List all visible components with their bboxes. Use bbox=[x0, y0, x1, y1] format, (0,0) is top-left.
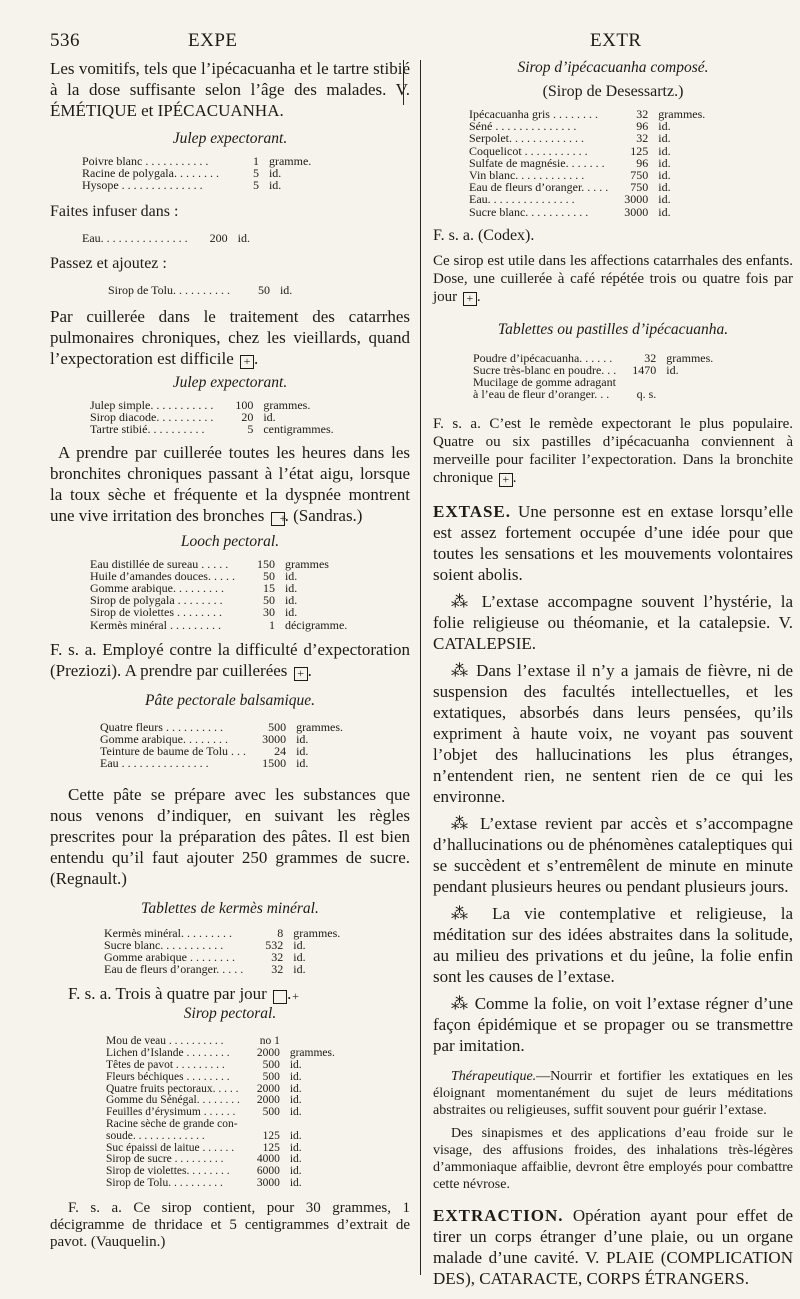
page-number: 536 bbox=[50, 30, 80, 51]
recipe-note: F. s. a. Trois à quatre par jour +. bbox=[68, 984, 299, 1004]
recipe-title: Looch pectoral. bbox=[180, 532, 280, 550]
recipe-title: Pâte pectorale balsamique. bbox=[144, 691, 316, 709]
ingredient-qty: 1 bbox=[268, 617, 275, 632]
ingredient-qty: 125 bbox=[262, 1141, 280, 1154]
ingredient-name: Kermès minéral. . . . . . . . . bbox=[104, 925, 232, 940]
ingredient-qty: 532 bbox=[265, 937, 284, 952]
entry-extase bbox=[433, 501, 793, 585]
recipe-row bbox=[82, 179, 311, 191]
ingredient-name: à l’eau de fleur d’oranger. . . bbox=[473, 387, 610, 402]
ingredient-qty: 8 bbox=[277, 925, 284, 940]
ingredient-qty: 3000 bbox=[624, 192, 649, 207]
ingredient-qty: 2000 bbox=[256, 1047, 280, 1060]
ingredient-unit: grammes. bbox=[293, 925, 341, 940]
recipe-table bbox=[108, 284, 292, 296]
ingredient-unit: id. bbox=[284, 593, 298, 608]
ingredient-unit: grammes. bbox=[289, 1047, 335, 1060]
ingredient-qty: 125 bbox=[630, 143, 649, 158]
ingredient-unit: id. bbox=[293, 962, 306, 977]
ingredient-unit: grammes. bbox=[296, 719, 344, 734]
recipe-table bbox=[90, 399, 334, 436]
ingredient-qty: 1 bbox=[252, 154, 259, 168]
ingredient-unit: id. bbox=[658, 192, 671, 207]
ingredient-name: Sirop diacode. . . . . . . . . . bbox=[90, 410, 214, 425]
ingredient-name: Huile d’amandes douces. . . . . bbox=[90, 568, 235, 583]
ingredient-qty: 20 bbox=[241, 410, 254, 425]
recipe-row bbox=[469, 132, 705, 144]
recipe-title: Tablettes de kermès minéral. bbox=[141, 899, 319, 917]
ingredient-name: Eau de fleurs d’oranger. . . . . bbox=[104, 962, 244, 977]
ingredient-unit: id. bbox=[658, 119, 671, 134]
recipe-note: Cette pâte se prépare avec les substances que nous venons d’indiquer, en suivant les règles prescrites pour la préparation des pâtes. Il est bien entendu qu’il faut ajouter 250 grammes de sucre. (Regnault.) bbox=[50, 784, 410, 888]
ingredient-name: Hysope . . . . . . . . . . . . . . bbox=[82, 178, 203, 193]
ingredient-unit: id. bbox=[289, 1177, 302, 1190]
ingredient-qty: 96 bbox=[636, 155, 649, 170]
entry-definition: Opération ayant pour effet de tirer un corps étranger d’une plaie, ou un organe malade d’une cavité. V. PLAIE (COMPLICATION DES), CATARACTE, CORPS ÉTRANGERS. bbox=[433, 1205, 793, 1288]
ingredient-unit bbox=[666, 376, 713, 388]
ingredient-unit: id. bbox=[284, 581, 298, 596]
ingredient-name: Gomme arabique. . . . . . . . bbox=[100, 732, 228, 747]
ingredient-name: Julep simple. . . . . . . . . . . bbox=[90, 398, 214, 413]
ingredient-qty: 3000 bbox=[262, 732, 287, 747]
ingredient-name: Sulfate de magnésie. . . . . . . bbox=[469, 155, 605, 170]
ingredient-name: Kermès minéral . . . . . . . . . bbox=[90, 617, 221, 632]
ingredient-name: Tartre stibié. . . . . . . . . . bbox=[90, 422, 205, 437]
note-text: Par cuillerée dans le traitement des catarrhes pulmonaires chroniques, chez les vieillards, quand l’expectoration est difficile bbox=[50, 307, 410, 369]
recipe-table bbox=[82, 155, 311, 192]
ingredient-qty: 500 bbox=[262, 1059, 280, 1072]
ingredient-name: Sirop de violettes . . . . . . . . bbox=[90, 605, 222, 620]
ingredient-qty: 50 bbox=[262, 593, 275, 608]
ingredient-qty: 5 bbox=[252, 166, 259, 181]
entry-definition: Une personne est en extase lorsqu’elle est assez fortement occupée d’une idée pour que toutes les sensations et les mouvements volontaires soient abolis. bbox=[433, 501, 793, 584]
recipe-row bbox=[469, 206, 705, 218]
recipe-title: Sirop d’ipécacuanha composé. bbox=[517, 59, 709, 76]
ingredient-qty: 150 bbox=[256, 556, 275, 571]
ingredient-qty: 32 bbox=[636, 131, 649, 146]
recipe-row bbox=[90, 558, 347, 570]
recipe-title: Sirop pectoral. bbox=[183, 1005, 277, 1023]
ingredient-unit: grammes. bbox=[666, 350, 714, 365]
recipe-row bbox=[469, 145, 705, 157]
recipe-row bbox=[106, 1072, 335, 1084]
ingredient-name: Sirop de polygala . . . . . . . . bbox=[90, 593, 223, 608]
ingredient-name: Gomme arabique . . . . . . . . bbox=[104, 950, 235, 965]
ingredient-unit: id. bbox=[284, 568, 298, 583]
ingredient-qty: 5 bbox=[252, 178, 259, 193]
ingredient-name: Coquelicot . . . . . . . . . . . bbox=[469, 143, 588, 158]
recipe-subtitle: (Sirop de Desessartz.) bbox=[542, 83, 684, 100]
intro-paragraph: Les vomitifs, tels que l’ipécacuanha et le tartre stibié à la dose suffisante selon l’âge des malades. V. ÉMÉTIQUE et IPÉCACUANHA. bbox=[50, 59, 410, 120]
ingredient-name: Eau distillée de sureau . . . . . bbox=[90, 556, 229, 571]
ingredient-unit: id. bbox=[658, 143, 671, 158]
ingredient-name: Teinture de baume de Tolu . . . bbox=[100, 744, 247, 759]
ingredient-name: Racine sèche de grande con- bbox=[106, 1118, 238, 1131]
ingredient-name: Poudre d’ipécacuanha. . . . . . bbox=[473, 350, 613, 365]
ingredient-name: Sucre très-blanc en poudre. . . bbox=[473, 363, 617, 378]
recipe-row bbox=[469, 193, 705, 205]
ingredient-qty: 500 bbox=[268, 719, 287, 734]
ingredient-unit: id. bbox=[289, 1094, 302, 1107]
ingredient-unit: id. bbox=[293, 950, 306, 965]
ingredient-unit: id. bbox=[289, 1082, 302, 1095]
ingredient-qty: 200 bbox=[209, 230, 228, 245]
ingredient-qty: 3000 bbox=[256, 1177, 280, 1190]
ingredient-unit: id. bbox=[296, 756, 309, 771]
ingredient-name: Têtes de pavot . . . . . . . . . bbox=[106, 1059, 225, 1072]
instruction: Faites infuser dans : bbox=[50, 202, 179, 220]
ingredient-unit: id. bbox=[237, 230, 250, 245]
note-text: F. s. a. Employé contre la difficulté d’expectoration (Preziozi). A prendre par cuillerées bbox=[50, 639, 410, 680]
recipe-row bbox=[82, 232, 250, 244]
ingredient-qty: 32 bbox=[271, 950, 284, 965]
recipe-row bbox=[90, 619, 347, 631]
recipe-table bbox=[100, 721, 343, 770]
recipe-table bbox=[90, 558, 347, 631]
ingredient-unit: décigramme. bbox=[284, 617, 348, 632]
recipe-note: Par cuillerée dans le traitement des catarrhes pulmonaires chroniques, chez les vieillards, quand l’expectoration est difficile + . bbox=[50, 307, 410, 369]
ingredient-qty: 15 bbox=[262, 581, 275, 596]
ingredient-unit: id. bbox=[268, 178, 282, 193]
recipe-table bbox=[469, 108, 705, 218]
ingredient-qty: 750 bbox=[630, 168, 649, 183]
paragraph: ⁂ La vie contemplative et religieuse, la méditation sur des idées abstraites dans la solitude, au milieu des privations et du jeûne, la folie enfin sont les causes de l’extase. bbox=[433, 903, 793, 986]
note-text: A prendre par cuillerée toutes les heures dans les bronchites chroniques passant à l’état aigu, lorsque la toux sèche et fréquente et la dyspnée montrent une vive irritation des bronches bbox=[50, 442, 410, 525]
ingredient-qty: 32 bbox=[636, 107, 649, 121]
note-text: Ce sirop est utile dans les affections catarrhales des enfants. Dose, une cuillerée à café répétée trois ou quatre fois par jour bbox=[433, 252, 793, 305]
ingredient-name: Eau . . . . . . . . . . . . . . . bbox=[100, 756, 209, 771]
ingredient-qty: 5 bbox=[247, 422, 254, 437]
recipe-table bbox=[82, 232, 250, 244]
ingredient-unit: grammes. bbox=[658, 107, 706, 121]
entry-heading: EXTASE. bbox=[433, 501, 512, 521]
ingredient-unit: gramme. bbox=[268, 154, 312, 168]
ingredient-name: Quatre fruits pectoraux. . . . . bbox=[106, 1082, 239, 1095]
recipe-note bbox=[50, 442, 410, 526]
recipe-row bbox=[90, 423, 334, 435]
ingredient-unit: id. bbox=[289, 1153, 302, 1166]
running-head-left: EXPE bbox=[188, 30, 238, 51]
ingredient-name: Eau. . . . . . . . . . . . . . . bbox=[82, 230, 188, 245]
ingredient-name: Fleurs béchiques . . . . . . . . bbox=[106, 1070, 230, 1083]
ingredient-name: Quatre fleurs . . . . . . . . . . bbox=[100, 719, 223, 734]
recipe-title: Julep expectorant. bbox=[172, 130, 288, 147]
ingredient-unit: id. bbox=[284, 605, 298, 620]
ingredient-unit: grammes. bbox=[263, 398, 311, 413]
note-tail: . (Sandras.) bbox=[284, 505, 363, 525]
ingredient-qty: 100 bbox=[235, 398, 254, 413]
ingredient-name: Feuilles d’érysimum . . . . . . bbox=[106, 1106, 236, 1119]
ingredient-name: Eau. . . . . . . . . . . . . . . bbox=[469, 192, 575, 207]
ingredient-qty: 2000 bbox=[256, 1094, 280, 1107]
ingredient-name: Racine de polygala. . . . . . . . bbox=[82, 166, 219, 181]
ingredient-name: Vin blanc. . . . . . . . . . . . bbox=[469, 168, 585, 183]
ingredient-name: Sirop de Tolu. . . . . . . . . . bbox=[108, 282, 230, 297]
ingredient-name: Sirop de violettes. . . . . . . . bbox=[106, 1165, 230, 1178]
recipe-table bbox=[106, 1036, 335, 1189]
ingredient-unit: id. bbox=[289, 1070, 302, 1083]
recipe-note: F. s. a. C’est le remède expectorant le plus populaire. Quatre ou six pastilles d’ipécacuanha conviennent à merveille pour faciliter l’expectoration. Dans la bronchite chronique + . bbox=[433, 415, 793, 486]
ingredient-name: Gomme du Sénégal. . . . . . . . bbox=[106, 1094, 240, 1107]
ingredient-qty: 1470 bbox=[632, 363, 657, 378]
note-text: F. s. a. Trois à quatre par jour bbox=[68, 984, 267, 1004]
paragraph: ⁂ L’extase revient par accès et s’accompagne d’hallucinations ou de phénomènes cataleptiques qui se succèdent et s’entremêlent de minute en minute pendant plusieurs heures ou pendant plusieurs jours. bbox=[433, 813, 793, 896]
ingredient-qty: 1500 bbox=[262, 756, 287, 771]
recipe-row bbox=[100, 757, 343, 769]
ingredient-unit: id. bbox=[658, 155, 671, 170]
recipe-note: F. s. a. Employé contre la difficulté d’expectoration (Preziozi). A prendre par cuillerées + . bbox=[50, 639, 410, 680]
recipe-note: Ce sirop est utile dans les affections catarrhales des enfants. Dose, une cuillerée à café répétée trois ou quatre fois par jour + . bbox=[433, 252, 793, 305]
plus-box-icon: + bbox=[463, 292, 477, 306]
ingredient-name: Suc épaissi de laitue . . . . . . bbox=[106, 1141, 235, 1154]
ingredient-qty: 50 bbox=[262, 568, 275, 583]
note-text: F. s. a. C’est le remède expectorant le plus populaire. Quatre ou six pastilles d’ipécacuanha conviennent à merveille pour faciliter l’expectoration. Dans la bronchite chronique bbox=[433, 415, 793, 486]
recipe-note: F. s. a. Ce sirop contient, pour 30 grammes, 1 décigramme de thridace et 5 centigrammes d’extrait de pavot. (Vauquelin.) bbox=[50, 1199, 410, 1250]
ingredient-qty: 30 bbox=[262, 605, 275, 620]
therapeutics-text: —Nourrir et fortifier les extatiques en les éloignant momentanément du sujet de leurs méditations abstraites ou religieuses, suffit souvent pour guérir l’extase. bbox=[433, 1068, 793, 1118]
ingredient-name: Lichen d’Islande . . . . . . . . bbox=[106, 1047, 230, 1060]
plus-box-icon: + bbox=[273, 990, 287, 1004]
left-column bbox=[50, 58, 410, 1251]
ingredient-name: Gomme arabique. . . . . . . . . bbox=[90, 581, 224, 596]
ingredient-name: Sucre blanc. . . . . . . . . . . bbox=[104, 937, 224, 952]
ingredient-name: Poivre blanc . . . . . . . . . . . bbox=[82, 154, 209, 168]
paragraph: ⁂ L’extase accompagne souvent l’hystérie, la folie religieuse ou théomanie, et la catalepsie. V. CATALEPSIE. bbox=[433, 591, 793, 653]
column-divider bbox=[420, 60, 421, 1275]
ingredient-qty: no 1 bbox=[259, 1035, 280, 1048]
ingredient-unit: id. bbox=[658, 180, 671, 195]
running-head-right: EXTR bbox=[590, 30, 642, 51]
ingredient-qty: 4000 bbox=[256, 1153, 280, 1166]
entry-extraction bbox=[433, 1205, 793, 1289]
plus-box-icon: + bbox=[294, 667, 308, 681]
therapeutics-label: Thérapeutique. bbox=[451, 1068, 537, 1084]
ingredient-qty: 2000 bbox=[256, 1082, 280, 1095]
ingredient-unit: id. bbox=[658, 168, 671, 183]
ingredient-qty: 6000 bbox=[256, 1165, 280, 1178]
recipe-table bbox=[473, 352, 713, 401]
ingredient-qty: q. s. bbox=[636, 387, 657, 402]
ingredient-qty: 3000 bbox=[624, 204, 649, 219]
ingredient-qty: 500 bbox=[262, 1106, 280, 1119]
recipe-row bbox=[106, 1131, 335, 1143]
ingredient-unit: id. bbox=[293, 937, 306, 952]
ingredient-qty: 96 bbox=[636, 119, 649, 134]
ingredient-unit: id. bbox=[263, 410, 276, 425]
ingredient-unit: grammes bbox=[284, 556, 329, 571]
ingredient-name: Sucre blanc. . . . . . . . . . . bbox=[469, 204, 589, 219]
ingredient-name: Mucilage de gomme adragant bbox=[473, 375, 616, 390]
recipe-row bbox=[104, 963, 340, 975]
ingredient-unit bbox=[666, 388, 713, 400]
ingredient-name: Sirop de sucre . . . . . . . . . bbox=[106, 1153, 224, 1166]
plus-box-icon: + bbox=[271, 512, 285, 526]
ingredient-unit: id. bbox=[289, 1059, 302, 1072]
ingredient-unit: id. bbox=[279, 282, 293, 297]
recipe-title: Tablettes ou pastilles d’ipécacuanha. bbox=[497, 320, 729, 338]
ingredient-name: Eau de fleurs d’oranger. . . . . bbox=[469, 180, 609, 195]
instruction: Passez et ajoutez : bbox=[50, 254, 167, 272]
ingredient-name: soude. . . . . . . . . . . . . bbox=[106, 1129, 205, 1142]
recipe-fsa: F. s. a. (Codex). bbox=[433, 226, 535, 244]
ingredient-qty: 125 bbox=[262, 1129, 280, 1142]
ingredient-qty: 50 bbox=[257, 282, 270, 297]
ingredient-unit: id. bbox=[289, 1129, 302, 1142]
ingredient-unit: id. bbox=[658, 204, 671, 219]
ingredient-unit: id. bbox=[666, 363, 679, 378]
ingredient-qty: 500 bbox=[262, 1070, 280, 1083]
ingredient-name: Séné . . . . . . . . . . . . . . bbox=[469, 119, 577, 134]
ingredient-name: Sirop de Tolu. . . . . . . . . . bbox=[106, 1177, 223, 1190]
ingredient-qty: 24 bbox=[274, 744, 287, 759]
recipe-row bbox=[108, 284, 292, 296]
right-column bbox=[433, 58, 793, 1289]
ingredient-unit: id. bbox=[289, 1165, 302, 1178]
ingredient-name: Serpolet. . . . . . . . . . . . . bbox=[469, 131, 584, 146]
ingredient-unit: id. bbox=[296, 744, 309, 759]
recipe-table bbox=[104, 927, 340, 976]
recipe-title: Julep expectorant. bbox=[172, 374, 288, 392]
ingredient-qty: 750 bbox=[630, 180, 649, 195]
ingredient-unit: id. bbox=[658, 131, 671, 146]
therapeutics bbox=[433, 1068, 793, 1119]
entry-heading: EXTRACTION. bbox=[433, 1205, 564, 1225]
recipe-row bbox=[106, 1178, 335, 1190]
ingredient-name: Ipécacuanha gris . . . . . . . . bbox=[469, 107, 598, 121]
ingredient-unit: id. bbox=[296, 732, 309, 747]
ingredient-qty: 32 bbox=[271, 962, 284, 977]
ingredient-unit: id. bbox=[268, 166, 282, 181]
plus-box-icon: + bbox=[240, 355, 254, 369]
ingredient-unit: id. bbox=[289, 1141, 302, 1154]
ingredient-unit: id. bbox=[289, 1106, 302, 1119]
ingredient-name: Mou de veau . . . . . . . . . . bbox=[106, 1035, 224, 1048]
paragraph: ⁂ Comme la folie, on voit l’extase régner d’une façon épidémique et se propager ou se transmettre par imitation. bbox=[433, 993, 793, 1055]
therapeutics-2: Des sinapismes et des applications d’eau froide sur le visage, des affusions froides, des inhalations très-légères d’ammoniaque affaiblie, devront être employés pour combattre cette névrose. bbox=[433, 1125, 793, 1192]
ingredient-qty: 32 bbox=[644, 350, 657, 365]
recipe-row bbox=[473, 388, 713, 400]
recipe-row bbox=[90, 606, 347, 618]
paragraph: ⁂ Dans l’extase il n’y a jamais de fièvre, ni de suspension des facultés intellectuelles, et les extatiques, absorbés dans leurs pensées, qu’ils expriment à haute voix, ne voyant pas souvent l’objet des hallucinations les plus étranges, n’entendent rien, ne sentent rien de ce qui les environne. bbox=[433, 660, 793, 806]
plus-box-icon: + bbox=[499, 473, 513, 487]
ingredient-unit: centigrammes. bbox=[263, 422, 334, 437]
